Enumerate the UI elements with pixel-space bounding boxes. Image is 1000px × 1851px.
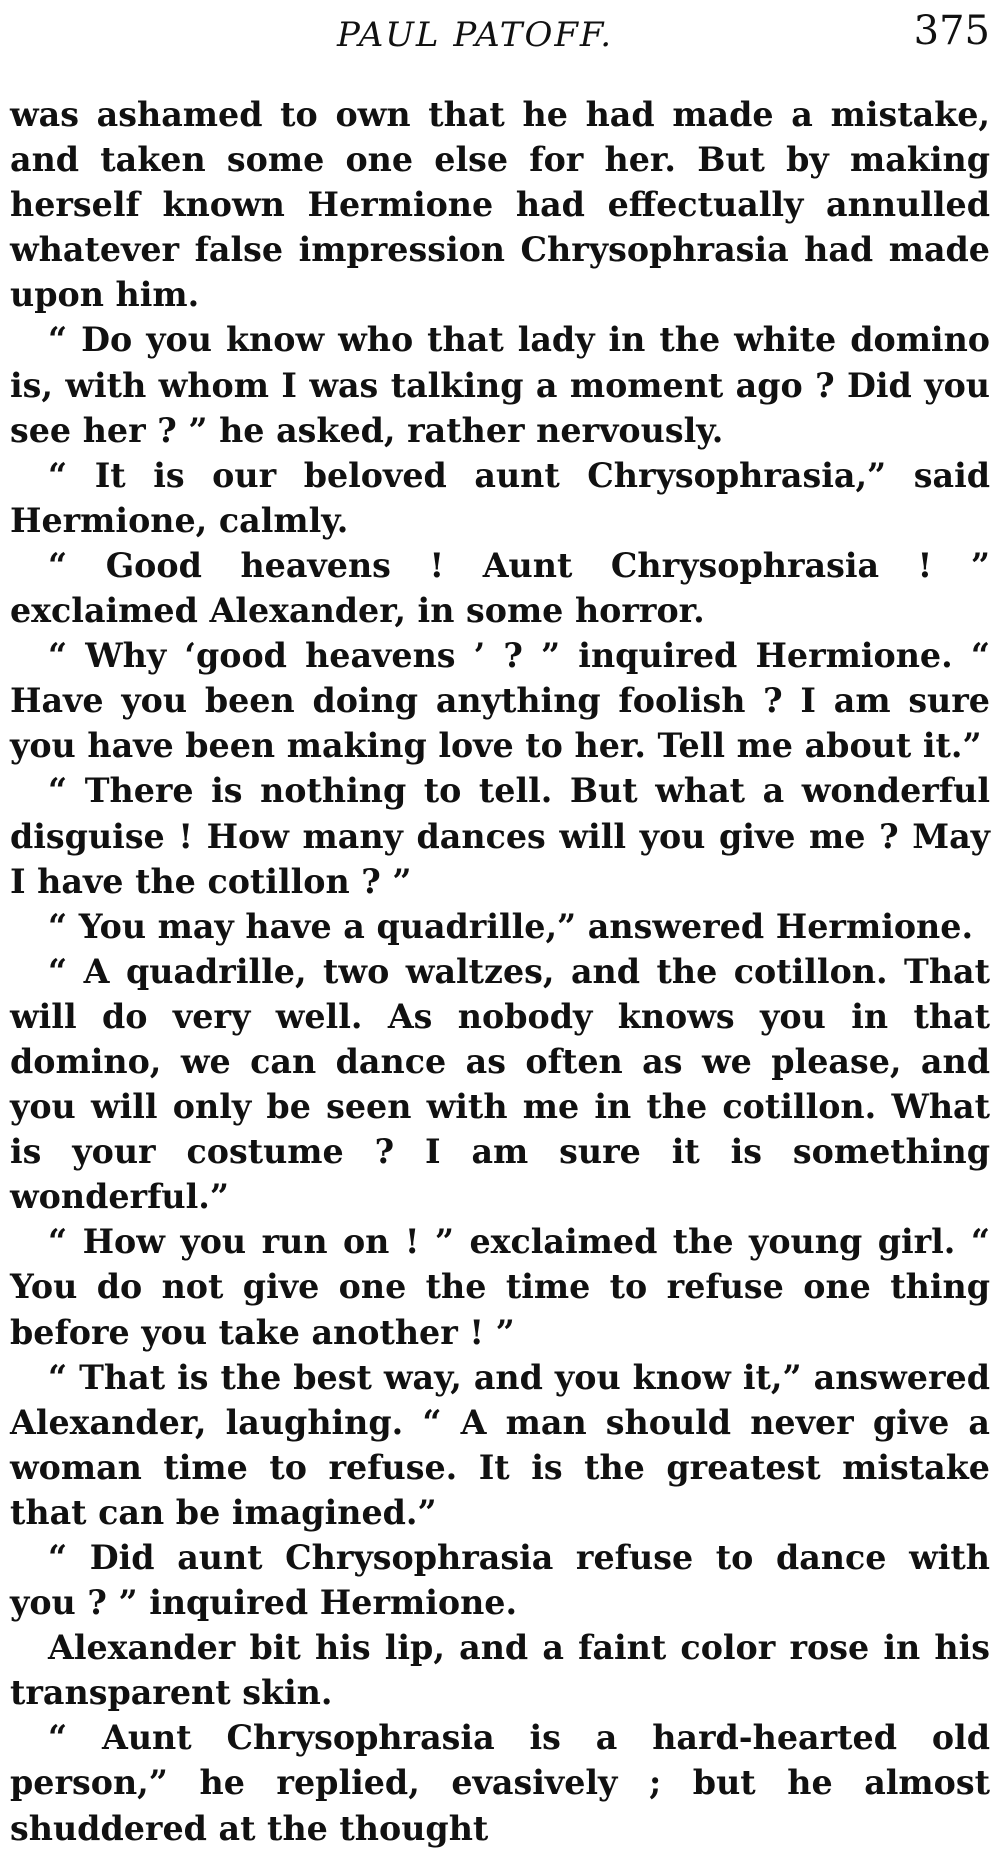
running-title: PAUL PATOFF. xyxy=(336,15,614,55)
paragraph-9: “ How you run on ! ” exclaimed the young girl. “ You do not give one the time to refuse one thing before you take another ! ” xyxy=(10,1222,990,1352)
page-header xyxy=(10,0,990,92)
paragraph-11: “ Did aunt Chrysophrasia refuse to dance with you ? ” inquired Hermione. xyxy=(10,1538,990,1623)
book-page xyxy=(10,0,990,1848)
paragraph-7: “ You may have a quadrille,” answered Hermione. xyxy=(48,906,974,946)
paragraph-12: Alexander bit his lip, and a faint color rose in his transparent skin. xyxy=(10,1628,990,1713)
paragraph-10: “ That is the best way, and you know it,” answered Alexander, laughing. “ A man should never give a woman time to refuse. It is the greatest mistake that can be imagined.” xyxy=(10,1357,990,1532)
paragraph-3: “ It is our beloved aunt Chrysophrasia,” said Hermione, calmly. xyxy=(10,455,990,540)
paragraph-5: “ Why ‘good heavens ’ ? ” inquired Hermione. “ Have you been doing anything foolish ? I am sure you have been making love to her. Tell me about it.” xyxy=(10,636,990,766)
page-number: 375 xyxy=(913,8,990,54)
paragraph-4: “ Good heavens ! Aunt Chrysophrasia ! ” exclaimed Alexander, in some horror. xyxy=(10,545,990,631)
paragraph-8: “ A quadrille, two waltzes, and the cotillon. That will do very well. As nobody knows you in that domino, we can dance as often as we please, and you will only be seen with me in the cotillon. What is your costume ? I am sure it is something wonderful.” xyxy=(10,951,990,1217)
paragraph-1: was ashamed to own that he had made a mistake, and taken some one else for her. But by making herself known Hermione had effectually annulled whatever false impression Chrysophrasia had made upon him. xyxy=(10,95,990,315)
paragraph-2: “ Do you know who that lady in the white domino is, with whom I was talking a moment ago ? Did you see her ? ” he asked, rather nervously. xyxy=(10,320,990,450)
paragraph-6: “ There is nothing to tell. But what a wonderful disguise ! How many dances will you give me ? May I have the cotillon ? ” xyxy=(10,771,990,901)
body-text xyxy=(10,92,990,1851)
paragraph-13: “ Aunt Chrysophrasia is a hard-hearted old person,” he replied, evasively ; but he almost shuddered at the thought xyxy=(10,1718,990,1848)
